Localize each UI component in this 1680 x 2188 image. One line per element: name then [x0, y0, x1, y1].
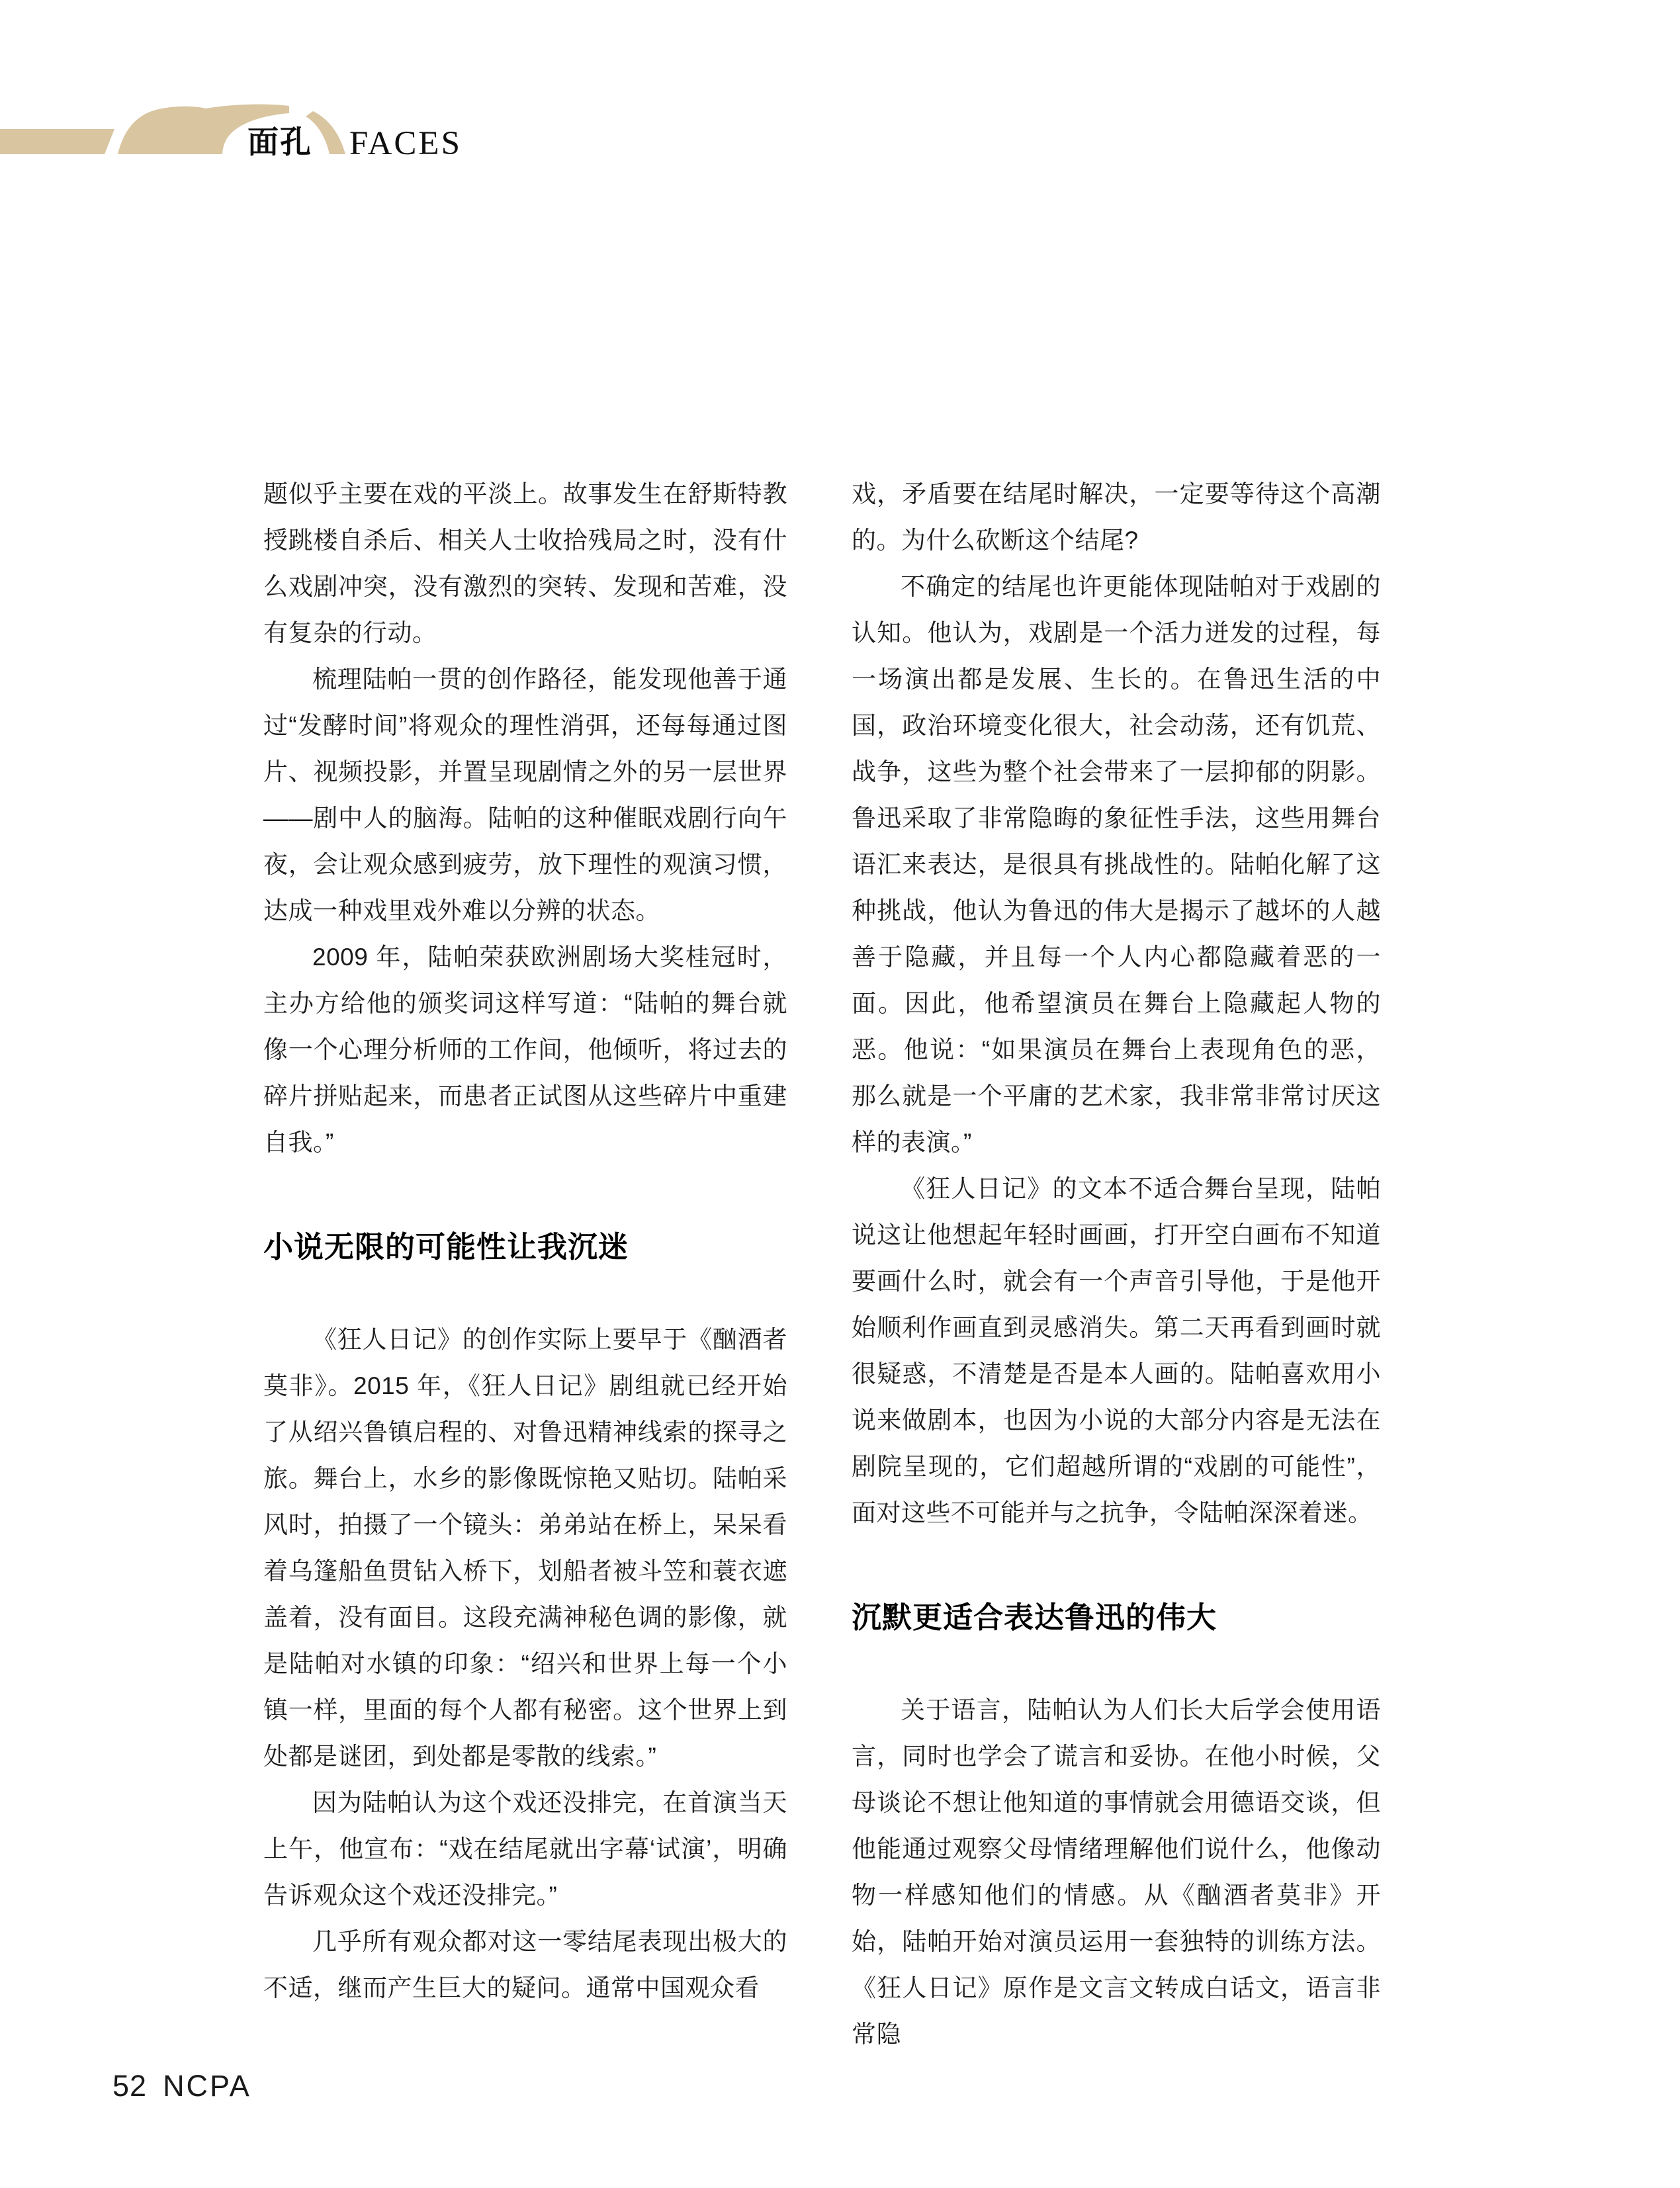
section-title-cn: 面孔 [247, 124, 312, 159]
paragraph: 关于语言，陆帕认为人们长大后学会使用语言，同时也学会了谎言和妥协。在他小时候，父母谈论不想让他知道的事情就会用德语交谈，但他能通过观察父母情绪理解他们说什么，他像动物一样感知他们的情感。从《酗酒者莫非》开始，陆帕开始对演员运用一套独特的训练方法。《狂人日记》原作是文言文转成白话文，语言非常隐 [852, 1696, 1381, 2048]
paragraph: 2009 年，陆帕荣获欧洲剧场大奖桂冠时，主办方给他的颁奖词这样写道：“陆帕的舞台就像一个心理分析师的工作间，他倾听，将过去的碎片拼贴起来，而患者正试图从这些碎片中重建自我。” [263, 943, 787, 1156]
brand-label: NCPA [163, 2069, 251, 2103]
paragraph: 《狂人日记》的文本不适合舞台呈现，陆帕说这让他想起年轻时画画，打开空白画布不知道要画什么时，就会有一个声音引导他，于是他开始顺利作画直到灵感消失。第二天再看到画时就很疑惑，不清楚是否是本人画的。陆帕喜欢用小说来做剧本，也因为小说的大部分内容是无法在剧院呈现的，它们超越所谓的“戏剧的可能性”，面对这些不可能并与之抗争，令陆帕深深着迷。 [852, 1175, 1381, 1526]
subsection-heading: 小说无限的可能性让我沉迷 [263, 1230, 629, 1264]
subsection-heading: 沉默更适合表达鲁迅的伟大 [852, 1600, 1217, 1634]
paragraph: 梳理陆帕一贯的创作路径，能发现他善于通过“发酵时间”将观众的理性消弭，还每每通过图片、视频投影，并置呈现剧情之外的另一层世界——剧中人的脑海。陆帕的这种催眠戏剧行向午夜，会让观众感到疲劳，放下理性的观演习惯，达成一种戏里戏外难以分辨的状态。 [263, 666, 787, 924]
paragraph: 题似乎主要在戏的平淡上。故事发生在舒斯特教授跳楼自杀后、相关人士收拾残局之时，没有什么戏剧冲突，没有激烈的突转、发现和苦难，没有复杂的行动。 [263, 480, 787, 646]
paragraph: 戏，矛盾要在结尾时解决，一定要等待这个高潮的。为什么砍断这个结尾? [852, 480, 1381, 554]
right-column [852, 471, 1381, 2058]
section-title-en: FACES [349, 125, 462, 162]
paragraph: 《狂人日记》的创作实际上要早于《酗酒者莫非》。2015 年，《狂人日记》剧组就已经开始了从绍兴鲁镇启程的、对鲁迅精神线索的探寻之旅。舞台上，水乡的影像既惊艳又贴切。陆帕采风时，拍摄了一个镜头：弟弟站在桥上，呆呆看着乌篷船鱼贯钻入桥下，划船者被斗笠和蓑衣遮盖着，没有面目。这段充满神秘色调的影像，就是陆帕对水镇的印象：“绍兴和世界上每一个小镇一样，里面的每个人都有秘密。这个世界上到处都是谜团，到处都是零散的线索。” [263, 1326, 787, 1770]
page-number: 52 [112, 2069, 148, 2103]
header-bar-shape [0, 129, 114, 154]
paragraph: 几乎所有观众都对这一零结尾表现出极大的不适，继而产生巨大的疑问。通常中国观众看 [263, 1928, 787, 2001]
page-footer [112, 2069, 251, 2103]
paragraph: 不确定的结尾也许更能体现陆帕对于戏剧的认知。他认为，戏剧是一个活力迸发的过程，每一场演出都是发展、生长的。在鲁迅生活的中国，政治环境变化很大，社会动荡，还有饥荒、战争，这些为整个社会带来了一层抑郁的阴影。鲁迅采取了非常隐晦的象征性手法，这些用舞台语汇来表达，是很具有挑战性的。陆帕化解了这种挑战，他认为鲁迅的伟大是揭示了越坏的人越善于隐藏，并且每一个人内心都隐藏着恶的一面。因此，他希望演员在舞台上隐藏起人物的恶。他说：“如果演员在舞台上表现角色的恶，那么就是一个平庸的艺术家，我非常非常讨厌这样的表演。” [852, 573, 1381, 1156]
left-column [263, 471, 787, 2011]
paragraph: 因为陆帕认为这个戏还没排完，在首演当天上午，他宣布：“戏在结尾就出字幕‘试演’，明确告诉观众这个戏还没排完。” [263, 1789, 787, 1909]
